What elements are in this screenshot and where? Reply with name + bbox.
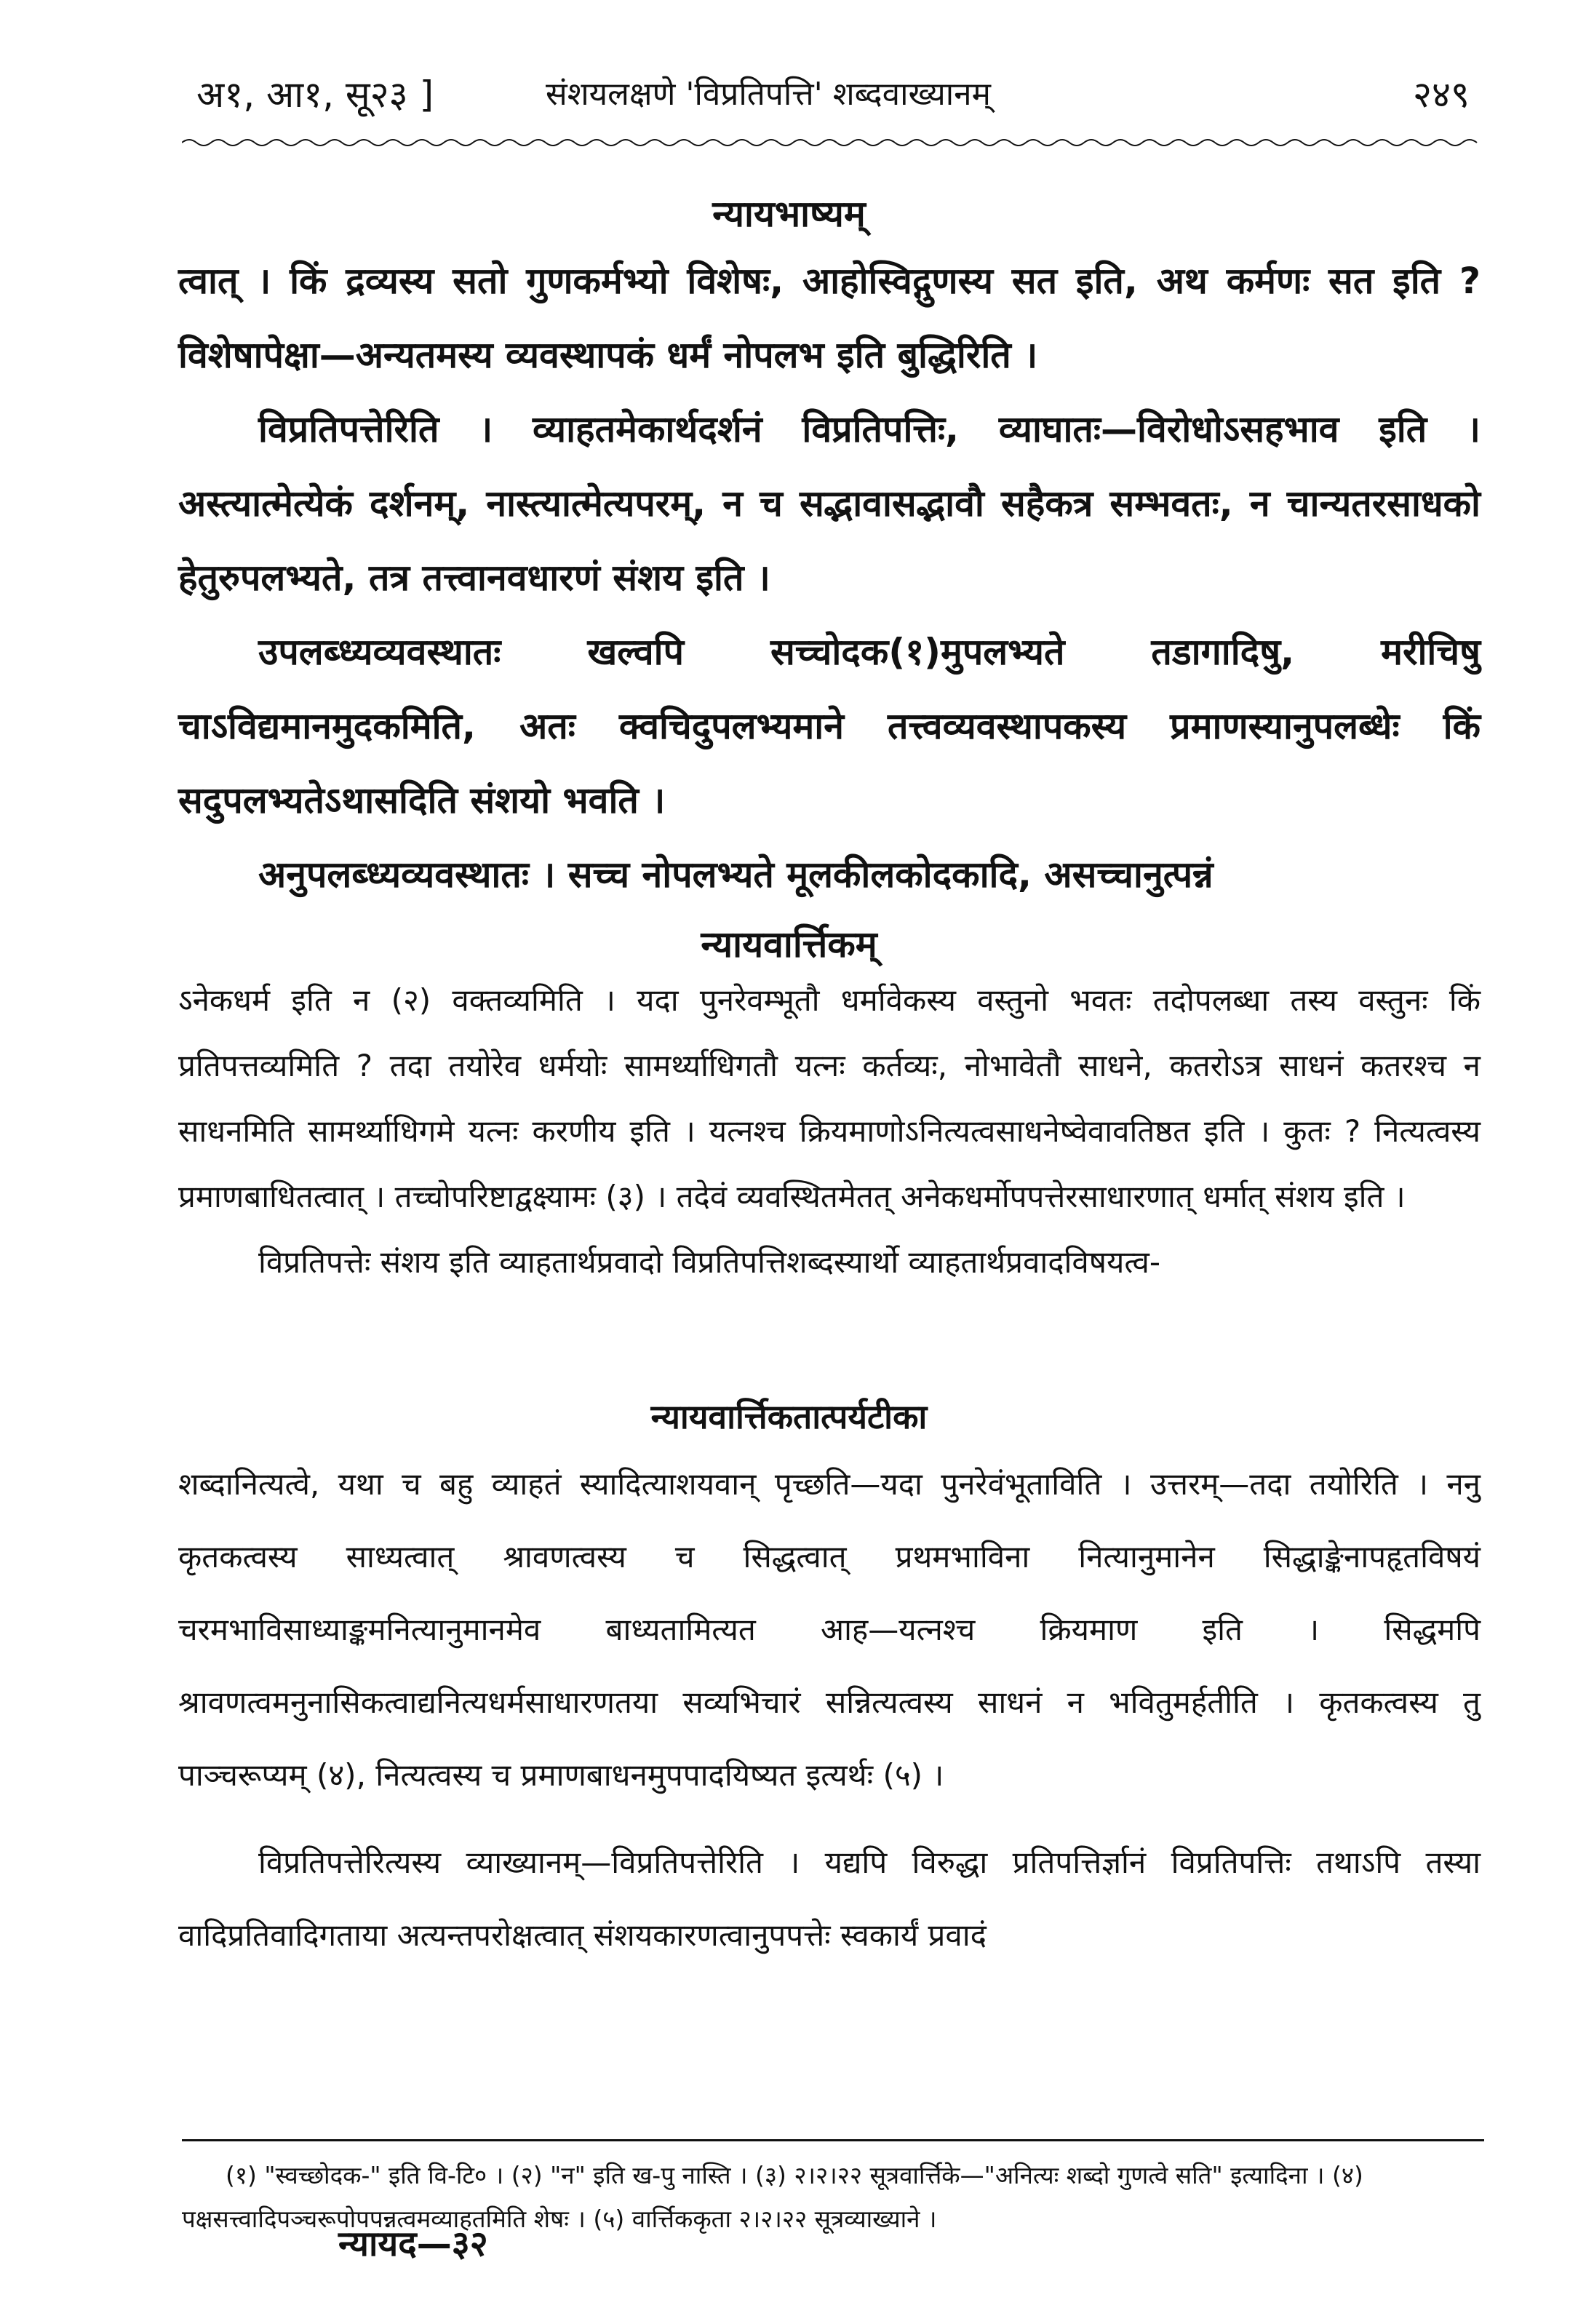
bhashya-text (178, 244, 1481, 912)
header-topic: संशयलक्षणे 'विप्रतिपत्ति' शब्दवाख्यानम् (546, 76, 991, 113)
running-header (196, 69, 1470, 120)
page-number: २४९ (1413, 73, 1470, 116)
tika-paragraph: शब्दानित्यत्वे, यथा च बहु व्याहतं स्यादित्याशयवान् पृच्छति—यदा पुनरेवंभूताविति । उत्तरम्—तदा तयोरिति । ननु कृतकत्वस्य साध्यत्वात् श्रावणत्वस्य च सिद्धत्वात् प्रथमभाविना नित्यानुमानेन सिद्धाङ्केनापहृतविषयं चरमभाविसाध्याङ्कमनित्यानुमानमेव बाध्यतामित्यत आह—यत्नश्च क्रियमाण इति । सिद्धमपि श्रावणत्वमनुनासिकत्वाद्यनित्यधर्मसाधारणतया सव्यभिचारं सन्नित्यत्वस्य साधनं न भवितुमर्हतीति । कृतकत्वस्य तु पाञ्चरूप्यम् (४), नित्यत्वस्य च प्रमाणबाधनमुपपादयिष्यत इत्यर्थः (५) । (178, 1466, 1481, 1793)
footnote-text: (१) "स्वच्छोदक-" इति वि-टि० । (२) "न" इति ख-पु नास्ति । (३) २।२।२२ सूत्रवार्त्तिके—"अनित्यः शब्दो गुणत्वे सति" इत्यादिना । (४) पक्षसत्त्वादिपञ्चरूपोपपन्नत्वमव्याहतमिति शेषः । (५) वार्त्तिककृता २।२।२२ सूत्रव्याख्याने । (182, 2161, 1363, 2233)
vartika-text (178, 968, 1481, 1295)
tika-paragraph: विप्रतिपत्तेरित्यस्य व्याख्यानम्—विप्रतिपत्तेरिति । यद्यपि विरुद्धा प्रतिपत्तिर्ज्ञानं विप्रतिपत्तिः तथाऽपि तस्या वादिप्रतिवादिगताया अत्यन्तपरोक्षत्वात् संशयकारणत्वानुपपत्तेः स्वकार्यं प्रवादं (178, 1845, 1481, 1953)
footnote-rule (182, 2139, 1484, 2141)
vartika-paragraph: विप्रतिपत्तेः संशय इति व्याहतार्थप्रवादो विप्रतिपत्तिशब्दस्यार्थो व्याहतार्थप्रवादविषयत्व- (258, 1244, 1161, 1280)
header-wavy-rule (182, 137, 1484, 148)
header-section-ref: अ१, आ१, सू२३ ] (196, 73, 434, 116)
bhashya-paragraph: अनुपलब्ध्यव्यवस्थातः । सच्च नोपलभ्यते मूलकीलकोदकादि, असच्चानुत्पन्नं (258, 853, 1214, 896)
signature-mark: न्यायद—३२ (338, 2224, 488, 2264)
bhashya-paragraph: त्वात् । किं द्रव्यस्य सतो गुणकर्मभ्यो विशेषः, आहोस्विद्गुणस्य सत इति, अथ कर्मणः सत इति ? विशेषापेक्षा—अन्यतमस्य व्यवस्थापकं धर्मं नोपलभ इति बुद्धिरिति । (178, 260, 1481, 376)
bhashya-paragraph: उपलब्ध्यव्यवस्थातः खल्वपि सच्चोदक(१)मुपलभ्यते तडागादिषु, मरीचिषु चाऽविद्यमानमुदकमिति, अतः क्वचिदुपलभ्यमाने तत्त्वव्यवस्थापकस्य प्रमाणस्यानुपलब्धेः किं सदुपलभ्यतेऽथासदिति संशयो भवति । (178, 631, 1481, 821)
vartika-heading: न्यायवार्त्तिकम् (701, 923, 877, 966)
bhashya-paragraph: विप्रतिपत्तेरिति । व्याहतमेकार्थदर्शनं विप्रतिपत्तिः, व्याघातः—विरोधोऽसहभाव इति । अस्त्यात्मेत्येकं दर्शनम्, नास्त्यात्मेत्यपरम्, न च सद्भावासद्भावौ सहैकत्र सम्भवतः, न चान्यतरसाधको हेतुरुपलभ्यते, तत्र तत्त्वानवधारणं संशय इति । (178, 408, 1481, 599)
tika-text (178, 1448, 1481, 1972)
tika-heading: न्यायवार्त्तिकतात्पर्यटीका (650, 1397, 928, 1436)
vartika-paragraph: ऽनेकधर्म इति न (२) वक्तव्यमिति । यदा पुनरेवम्भूतौ धर्मावेकस्य वस्तुनो भवतः तदोपलब्धा तस्य वस्तुनः किं प्रतिपत्तव्यमिति ? तदा तयोरेव धर्मयोः सामर्थ्याधिगतौ यत्नः कर्तव्यः, नोभावेतौ साधने, कतरोऽत्र साधनं कतरश्च न साधनमिति सामर्थ्याधिगमे यत्नः करणीय इति । यत्नश्च क्रियमाणोऽनित्यत्वसाधनेष्वेवावतिष्ठत इति । कुतः ? नित्यत्वस्य प्रमाणबाधितत्वात् । तच्चोपरिष्टाद्वक्ष्यामः (३) । तदेवं व्यवस्थितमेतत् अनेकधर्मोपपत्तेरसाधारणात् धर्मात् संशय इति । (178, 982, 1481, 1214)
bhashya-heading: न्यायभाष्यम् (712, 193, 866, 235)
